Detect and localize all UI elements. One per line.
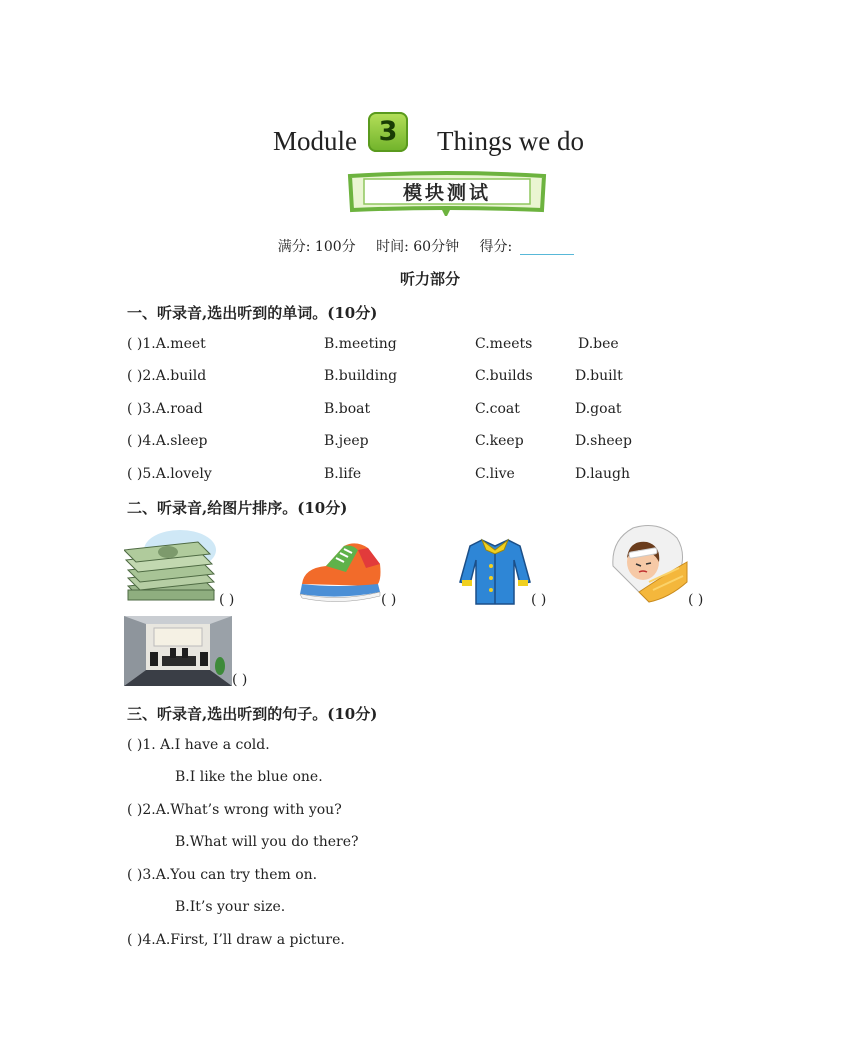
sentence-option-b: B.I like the blue one.: [175, 769, 323, 785]
module-number-badge: 3: [368, 112, 408, 152]
meeting-room-picture: [124, 616, 232, 686]
option-c: C.builds: [475, 368, 533, 384]
order-paren: ( ): [688, 592, 704, 608]
option-d: D.goat: [575, 401, 622, 417]
word-row-question: ( )4.A.sleep: [127, 433, 208, 449]
score-blank[interactable]: [520, 240, 574, 255]
option-d: D.laugh: [575, 466, 630, 482]
order-paren: ( ): [219, 592, 235, 608]
order-paren: ( ): [531, 592, 547, 608]
score-total: 满分: 100分: [277, 239, 356, 255]
score-line: [0, 236, 860, 256]
order-paren: ( ): [232, 672, 248, 688]
sentence-question: ( )1. A.I have a cold.: [127, 737, 270, 753]
sentence-question: ( )3.A.You can try them on.: [127, 867, 318, 883]
module-title: [0, 116, 860, 162]
option-b: B.boat: [324, 401, 371, 417]
sneaker-picture: [296, 538, 384, 606]
option-b: B.life: [324, 466, 362, 482]
section2-heading: 二、听录音,给图片排序。(10分): [127, 499, 348, 517]
word-row-question: ( )2.A.build: [127, 368, 207, 384]
option-b: B.jeep: [324, 433, 369, 449]
option-d: D.bee: [578, 336, 619, 352]
option-c: C.live: [475, 466, 515, 482]
word-row-question: ( )3.A.road: [127, 401, 203, 417]
sentence-question: ( )2.A.What’s wrong with you?: [127, 802, 342, 818]
coat-picture: [458, 536, 532, 606]
score-field: [480, 239, 583, 255]
module-word: Module: [273, 126, 357, 156]
option-d: D.sheep: [575, 433, 632, 449]
time-limit: 时间: 60分钟: [376, 239, 460, 255]
word-row-question: ( )5.A.lovely: [127, 466, 212, 482]
word-row-question: ( )1.A.meet: [127, 336, 206, 352]
sentence-question: ( )4.A.First, I’ll draw a picture.: [127, 932, 345, 948]
module-name: Things we do: [437, 126, 584, 156]
option-d: D.built: [575, 368, 623, 384]
option-b: B.meeting: [324, 336, 397, 352]
sentence-option-b: B.It’s your size.: [175, 899, 286, 915]
section1-heading: 一、听录音,选出听到的单词。(10分): [127, 304, 378, 322]
sentence-option-b: B.What will you do there?: [175, 834, 359, 850]
option-b: B.building: [324, 368, 398, 384]
sick-girl-picture: [609, 522, 689, 604]
order-paren: ( ): [381, 592, 397, 608]
part-title: 听力部分: [399, 270, 460, 288]
option-c: C.meets: [475, 336, 533, 352]
test-banner: [346, 170, 548, 216]
option-c: C.coat: [475, 401, 520, 417]
banner-text: 模块测试: [402, 182, 491, 204]
section3-heading: 三、听录音,选出听到的句子。(10分): [127, 705, 378, 723]
score-label: 得分:: [479, 239, 513, 255]
money-picture: [124, 528, 216, 604]
option-c: C.keep: [475, 433, 524, 449]
